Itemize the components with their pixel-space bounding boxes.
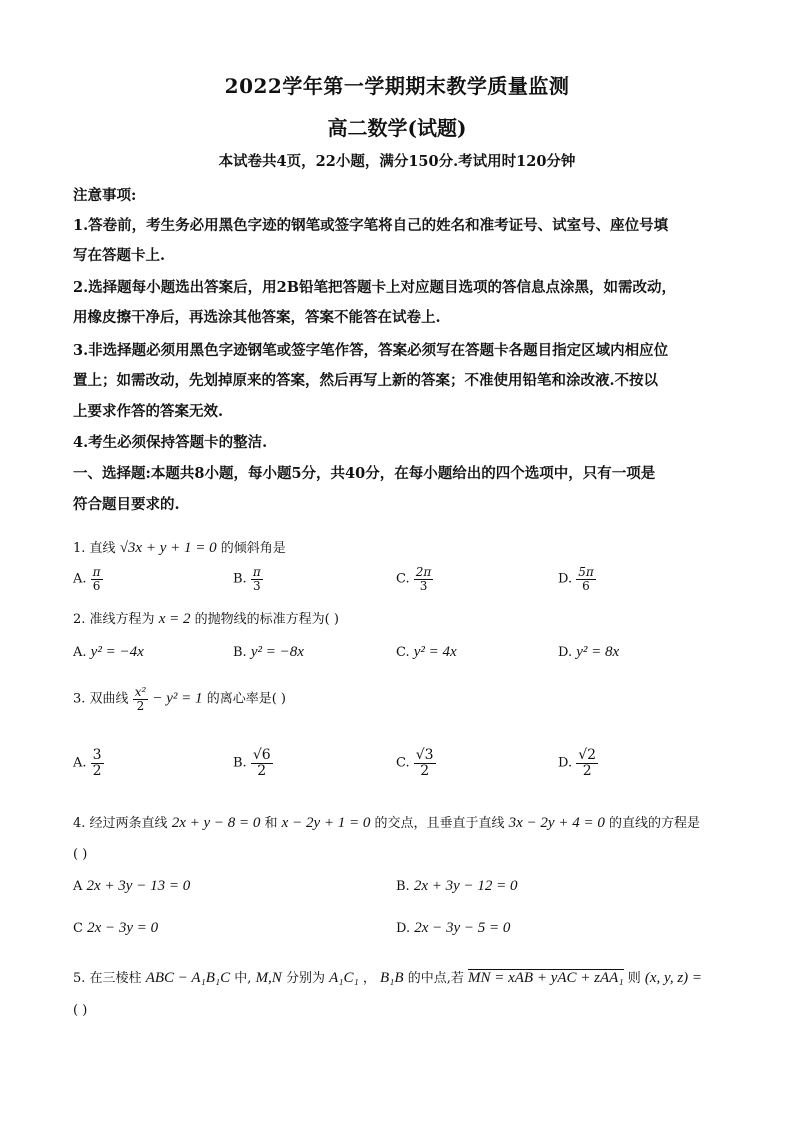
q2-option-a-label: A. [73, 645, 87, 660]
q5-points: M,N [255, 970, 282, 986]
q5-mid-5: 则 [627, 971, 641, 986]
question-3 [73, 686, 286, 712]
q1-option-a-label: A. [73, 571, 87, 587]
q1-option-c [396, 566, 433, 592]
q3-option-d-label: D. [558, 755, 573, 771]
q1-option-a [73, 566, 103, 592]
q3-option-a-den: 2 [92, 762, 102, 779]
q5-mid-3: ， [362, 971, 376, 986]
q3-option-b-num: √6 [252, 747, 271, 763]
q1-option-d-label: D. [558, 571, 573, 587]
q1-option-a-num: π [92, 565, 101, 579]
q2-option-c [396, 644, 457, 661]
q5-prefix: 5. 在三棱柱 [73, 971, 142, 986]
exam-title: 2022学年第一学期期末教学质量监测 [224, 74, 570, 98]
q2-option-b-label: B. [233, 645, 247, 660]
q2-option-c-label: C. [396, 645, 410, 660]
q3-option-a-label: A. [73, 755, 87, 771]
q1-option-d [558, 566, 596, 592]
notice-item-2-line-1: 2.选择题每小题选出答案后，用2B铅笔把答题卡上对应题目选项的答信息点涂黑，如需改动， [73, 279, 676, 296]
q3-prefix: 3. 双曲线 [73, 691, 129, 707]
q4-paren: ( ) [73, 847, 88, 862]
q5-paren: ( ) [73, 1003, 88, 1018]
notice-item-3-line-2: 置上；如需改动，先划掉原来的答案，然后再写上新的答案；不准使用铅笔和涂改液.不按以 [73, 372, 659, 389]
q3-option-a [73, 748, 104, 778]
q4-equation-2: x − 2y + 1 = 0 [281, 815, 371, 831]
q3-frac-num: x² [134, 685, 147, 699]
q3-option-b-label: B. [233, 755, 247, 771]
q2-option-d-label: D. [558, 645, 573, 660]
q4-option-a-label: A [73, 879, 83, 894]
q2-option-a-eq: y² = −4x [90, 644, 144, 660]
q2-option-b [233, 644, 304, 661]
q5-tuple: (x, y, z) = [644, 970, 703, 986]
question-2 [73, 608, 339, 628]
q5-segment-bb: B₁B [380, 970, 404, 986]
q4-option-d-eq: 2x − 3y − 5 = 0 [414, 920, 511, 936]
question-4 [73, 812, 700, 832]
q3-equation-rest: − y² = 1 [152, 690, 203, 707]
question-1 [73, 537, 286, 557]
q4-option-c-label: C [73, 921, 83, 936]
q2-option-a [73, 644, 144, 661]
q4-mid-2: 的交点，且垂直于直线 [374, 816, 505, 831]
q1-prefix: 1. 直线 [73, 541, 116, 556]
q1-equation: √3x + y + 1 = 0 [119, 540, 217, 556]
notice-item-3-line-3: 上要求作答的答案无效. [73, 403, 224, 420]
q1-option-a-den: 6 [92, 578, 101, 593]
q4-option-d [396, 920, 510, 937]
q3-option-c [396, 748, 436, 778]
q3-option-c-num: √3 [415, 747, 434, 763]
q4-option-b-eq: 2x + 3y − 12 = 0 [413, 878, 518, 894]
q3-suffix: 的离心率是( ) [206, 691, 286, 707]
question-5 [73, 967, 702, 987]
q1-option-d-num: 5π [578, 565, 594, 579]
notice-item-3-line-1: 3.非选择题必须用黑色字迹钢笔或签字笔作答，答案必须写在答题卡各题目指定区域内相应位 [73, 342, 669, 359]
exam-info: 本试卷共4页，22小题，满分150分.考试用时120分钟 [218, 153, 576, 170]
notice-item-2-line-2: 用橡皮擦干净后，再选涂其他答案，答案不能答在试卷上. [73, 309, 441, 326]
q2-option-b-eq: y² = −8x [250, 644, 304, 660]
q1-option-b-label: B. [233, 571, 247, 587]
q1-option-c-den: 3 [419, 578, 428, 593]
q1-suffix: 的倾斜角是 [220, 541, 286, 556]
q4-equation-3: 3x − 2y + 4 = 0 [508, 815, 605, 831]
q5-mid-2: 分别为 [285, 971, 325, 986]
q3-option-d [558, 748, 598, 778]
q1-option-c-label: C. [396, 571, 410, 587]
q1-option-b [233, 566, 263, 592]
q4-option-b-label: B. [396, 879, 410, 894]
q5-mid-1: 中, [234, 971, 252, 986]
q3-option-c-den: 2 [420, 762, 430, 779]
notice-item-1-line-2: 写在答题卡上. [73, 247, 166, 264]
notice-item-4: 4.考生必须保持答题卡的整洁. [73, 434, 268, 451]
q3-option-d-den: 2 [582, 762, 592, 779]
q4-option-d-label: D. [396, 921, 411, 936]
exam-subtitle: 高二数学(试题) [327, 116, 467, 140]
q4-option-c [73, 920, 158, 937]
notice-item-1-line-1: 1.答卷前，考生务必用黑色字迹的钢笔或签字笔将自己的姓名和准考证号、试室号、座位号填 [73, 217, 669, 234]
q2-suffix: 的抛物线的标准方程为( ) [194, 612, 339, 627]
q1-option-d-den: 6 [582, 578, 590, 593]
q4-option-c-eq: 2x − 3y = 0 [87, 920, 159, 936]
q2-option-d-eq: y² = 8x [576, 644, 620, 660]
q3-frac-den: 2 [136, 698, 145, 713]
q4-option-a [73, 878, 190, 895]
q3-option-d-num: √2 [578, 747, 597, 763]
q3-option-b [233, 748, 273, 778]
q4-option-a-eq: 2x + 3y − 13 = 0 [86, 878, 191, 894]
q5-vector-equation: MN = xAB + yAC + zAA₁ [467, 970, 624, 986]
q4-prefix: 4. 经过两条直线 [73, 816, 168, 831]
q3-option-c-label: C. [396, 755, 410, 771]
q4-suffix: 的直线的方程是 [608, 816, 700, 831]
q1-option-b-den: 3 [252, 578, 261, 593]
q2-prefix: 2. 准线方程为 [73, 612, 155, 627]
notice-heading: 注意事项: [73, 187, 137, 204]
q5-prism: ABC − A₁B₁C [145, 970, 231, 986]
q1-option-b-num: π [252, 565, 261, 579]
q2-equation: x = 2 [158, 611, 191, 627]
section-1-line-1: 一、选择题:本题共8小题，每小题5分，共40分，在每小题给出的四个选项中，只有一项是 [73, 465, 656, 482]
q3-option-b-den: 2 [257, 762, 267, 779]
q4-option-b [396, 878, 518, 895]
q3-option-a-num: 3 [92, 747, 102, 763]
q5-segment-ac: A₁C₁ [329, 970, 359, 986]
q4-mid-1: 和 [264, 816, 278, 831]
q2-option-c-eq: y² = 4x [413, 644, 457, 660]
q4-equation-1: 2x + y − 8 = 0 [171, 815, 261, 831]
q2-option-d [558, 644, 619, 661]
q1-option-c-num: 2π [415, 565, 432, 579]
section-1-line-2: 符合题目要求的. [73, 496, 180, 513]
q5-mid-4: 的中点,若 [407, 971, 464, 986]
